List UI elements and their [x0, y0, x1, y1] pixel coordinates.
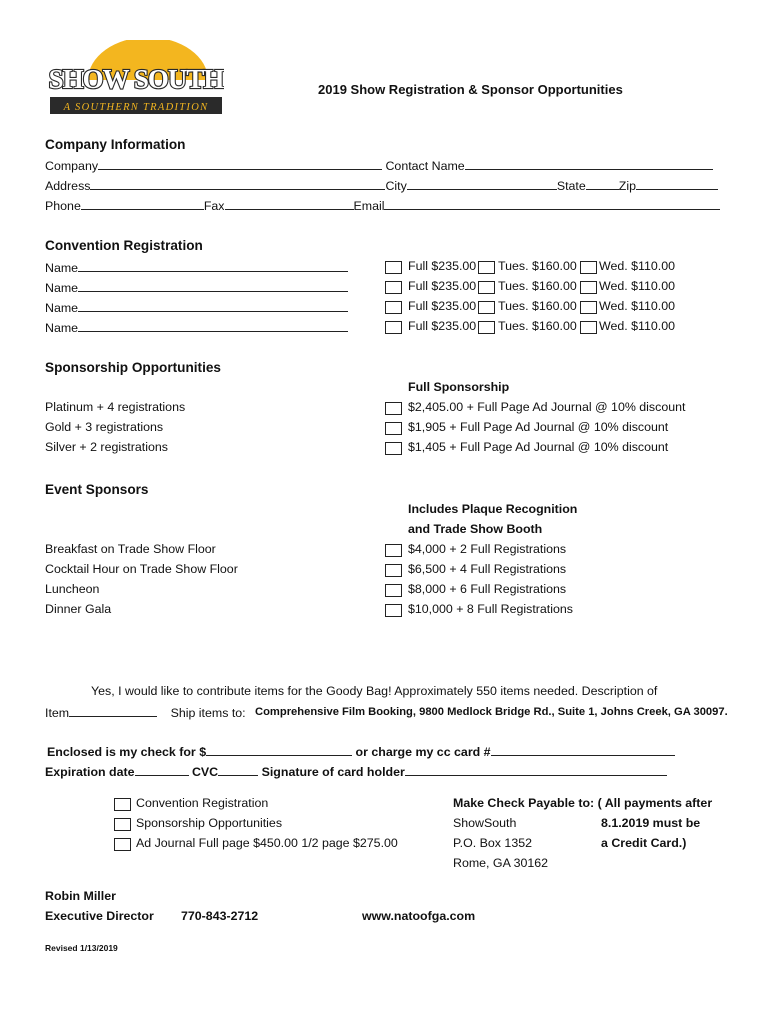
convention-name-row — [45, 319, 348, 336]
tues-checkbox[interactable] — [478, 321, 495, 334]
ship-address: Comprehensive Film Booking, 9800 Medlock Bridge Rd., Suite 1, Johns Creek, GA 30097. — [255, 706, 728, 718]
tues-price-label: Tues. $160.00 — [498, 279, 577, 293]
sponsorship-checkbox[interactable] — [385, 422, 402, 435]
company-label: Company — [45, 159, 99, 173]
sponsorship-checkbox[interactable] — [385, 402, 402, 415]
company-field[interactable] — [98, 157, 382, 170]
wed-price-label: Wed. $110.00 — [599, 279, 676, 293]
payable-city: Rome, GA 30162 — [453, 856, 549, 870]
phone-field[interactable] — [81, 197, 204, 210]
sponsorship-tier-label: Gold + 3 registrations — [45, 420, 164, 434]
name-field[interactable] — [78, 259, 348, 272]
signature-label: Signature of card holder — [261, 765, 405, 779]
goody-bag-text: Yes, I would like to contribute items for the Goody Bag! Approximately 550 items needed. Description of — [91, 684, 658, 698]
cvc-field[interactable] — [218, 763, 258, 776]
event-price: $4,000 + 2 Full Registrations — [408, 542, 567, 556]
event-price: $6,500 + 4 Full Registrations — [408, 562, 567, 576]
email-label: Email — [353, 199, 385, 213]
wed-price-label: Wed. $110.00 — [599, 299, 676, 313]
convention-name-row — [45, 299, 348, 316]
event-label: Breakfast on Trade Show Floor — [45, 542, 216, 556]
city-label: City — [385, 179, 407, 193]
phone-row — [45, 197, 720, 214]
sponsorship-heading: Sponsorship Opportunities — [45, 360, 221, 375]
event-checkbox[interactable] — [385, 564, 402, 577]
tues-price-label: Tues. $160.00 — [498, 259, 577, 273]
event-subheading-1: Includes Plaque Recognition — [408, 502, 578, 516]
payable-note-2: a Credit Card.) — [601, 836, 687, 850]
event-price: $10,000 + 8 Full Registrations — [408, 602, 573, 616]
enclosed-label: Enclosed is my check for $ — [47, 745, 207, 759]
zip-label: Zip — [618, 179, 636, 193]
wed-checkbox[interactable] — [580, 261, 597, 274]
full-checkbox[interactable] — [385, 261, 402, 274]
check-amount-field[interactable] — [206, 743, 352, 756]
payable-heading: Make Check Payable to: ( All payments after — [453, 796, 713, 810]
sponsorship-price: $1,905 + Full Page Ad Journal @ 10% discount — [408, 420, 669, 434]
fax-label: Fax — [203, 199, 225, 213]
cvc-label: CVC — [191, 765, 219, 779]
phone-label: Phone — [45, 199, 81, 213]
charge-label: or charge my cc card # — [355, 745, 491, 759]
wed-checkbox[interactable] — [580, 301, 597, 314]
sponsorship-checkbox[interactable] — [385, 442, 402, 455]
fax-field[interactable] — [225, 197, 354, 210]
full-price-label: Full $235.00 — [408, 279, 477, 293]
event-checkbox[interactable] — [385, 604, 402, 617]
payable-note-1: 8.1.2019 must be — [601, 816, 701, 830]
page-title: 2019 Show Registration & Sponsor Opportunities — [318, 82, 623, 97]
goody-item-row — [45, 704, 246, 721]
contact-label: Contact Name — [385, 159, 465, 173]
logo-text: SHOW SOUTH — [48, 64, 224, 94]
tues-checkbox[interactable] — [478, 261, 495, 274]
item-field[interactable] — [69, 704, 157, 717]
contact-field[interactable] — [465, 157, 713, 170]
wed-checkbox[interactable] — [580, 321, 597, 334]
convention-name-row — [45, 279, 348, 296]
event-heading: Event Sponsors — [45, 482, 149, 497]
address-row — [45, 177, 718, 194]
revised-date: Revised 1/13/2019 — [45, 943, 118, 953]
expiration-row — [45, 763, 667, 780]
ship-label: Ship items to: — [170, 706, 246, 720]
event-checkbox[interactable] — [385, 544, 402, 557]
logo-tagline: A SOUTHERN TRADITION — [63, 102, 209, 113]
event-label: Dinner Gala — [45, 602, 112, 616]
checklist-label: Ad Journal Full page $450.00 1/2 page $275.00 — [136, 836, 398, 850]
wed-checkbox[interactable] — [580, 281, 597, 294]
payable-name: ShowSouth — [453, 816, 517, 830]
sponsorship-tier-label: Platinum + 4 registrations — [45, 400, 186, 414]
tues-price-label: Tues. $160.00 — [498, 299, 577, 313]
enclosed-row — [47, 743, 675, 760]
contact-role: Executive Director — [45, 909, 154, 923]
expiration-field[interactable] — [135, 763, 189, 776]
payable-po-box: P.O. Box 1352 — [453, 836, 532, 850]
address-field[interactable] — [90, 177, 385, 190]
item-label: Item — [45, 706, 70, 720]
email-field[interactable] — [384, 197, 720, 210]
full-price-label: Full $235.00 — [408, 319, 477, 333]
name-field[interactable] — [78, 319, 348, 332]
full-checkbox[interactable] — [385, 321, 402, 334]
wed-price-label: Wed. $110.00 — [599, 319, 676, 333]
city-field[interactable] — [407, 177, 557, 190]
checklist-checkbox[interactable] — [114, 838, 131, 851]
checklist-checkbox[interactable] — [114, 798, 131, 811]
tues-checkbox[interactable] — [478, 301, 495, 314]
wed-price-label: Wed. $110.00 — [599, 259, 676, 273]
checklist-checkbox[interactable] — [114, 818, 131, 831]
signature-field[interactable] — [405, 763, 667, 776]
full-checkbox[interactable] — [385, 301, 402, 314]
card-number-field[interactable] — [491, 743, 675, 756]
full-sponsorship-label: Full Sponsorship — [408, 380, 510, 394]
sponsorship-price: $1,405 + Full Page Ad Journal @ 10% discount — [408, 440, 669, 454]
state-label: State — [556, 179, 586, 193]
tues-price-label: Tues. $160.00 — [498, 319, 577, 333]
event-subheading-2: and Trade Show Booth — [408, 522, 543, 536]
event-price: $8,000 + 6 Full Registrations — [408, 582, 567, 596]
full-price-label: Full $235.00 — [408, 299, 477, 313]
convention-heading: Convention Registration — [45, 238, 203, 253]
contact-name: Robin Miller — [45, 889, 116, 903]
name-label: Name — [45, 281, 79, 295]
name-field[interactable] — [78, 279, 348, 292]
expiration-label: Expiration date — [45, 765, 135, 779]
checklist-label: Sponsorship Opportunities — [136, 816, 283, 830]
sponsorship-tier-label: Silver + 2 registrations — [45, 440, 168, 454]
company-row — [45, 157, 713, 174]
event-label: Luncheon — [45, 582, 100, 596]
name-label: Name — [45, 261, 79, 275]
state-field[interactable] — [586, 177, 619, 190]
name-label: Name — [45, 321, 79, 335]
event-checkbox[interactable] — [385, 584, 402, 597]
event-label: Cocktail Hour on Trade Show Floor — [45, 562, 238, 576]
full-price-label: Full $235.00 — [408, 259, 477, 273]
contact-phone: 770-843-2712 — [181, 909, 259, 923]
full-checkbox[interactable] — [385, 281, 402, 294]
address-label: Address — [45, 179, 91, 193]
tues-checkbox[interactable] — [478, 281, 495, 294]
show-south-logo — [48, 40, 224, 120]
name-label: Name — [45, 301, 79, 315]
sponsorship-price: $2,405.00 + Full Page Ad Journal @ 10% discount — [408, 400, 686, 414]
checklist-label: Convention Registration — [136, 796, 269, 810]
zip-field[interactable] — [636, 177, 718, 190]
website-link[interactable]: www.natoofga.com — [362, 909, 476, 923]
company-heading: Company Information — [45, 137, 186, 152]
name-field[interactable] — [78, 299, 348, 312]
convention-name-row — [45, 259, 348, 276]
